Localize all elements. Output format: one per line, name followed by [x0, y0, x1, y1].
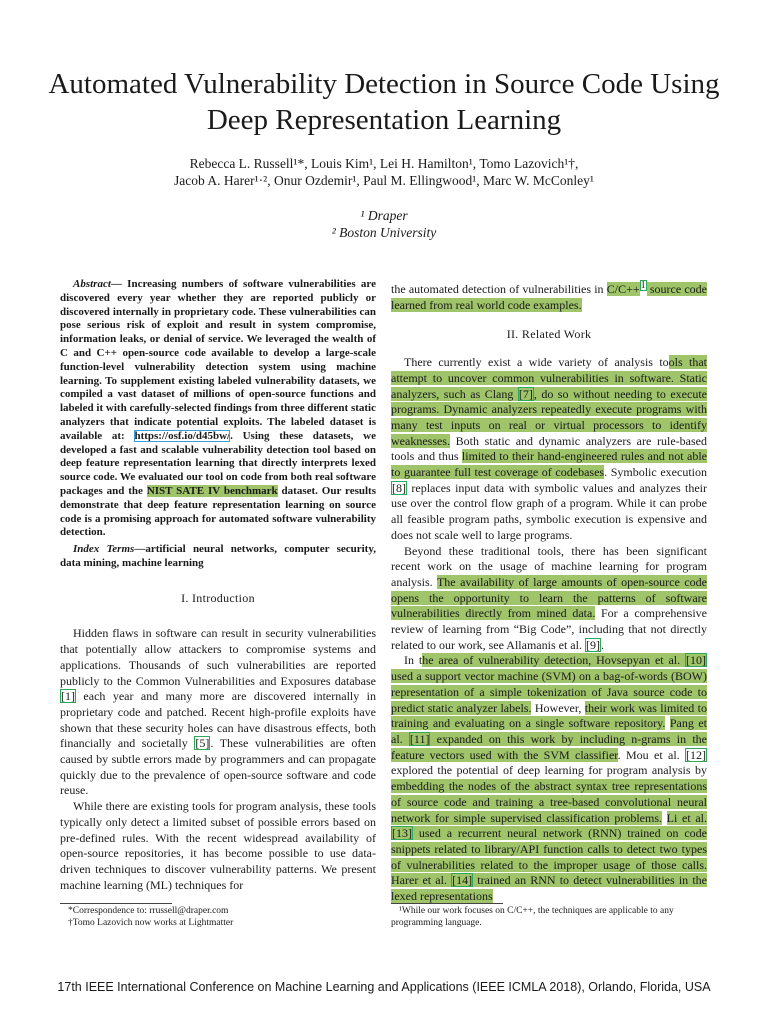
- citation-link[interactable]: [8]: [392, 480, 406, 495]
- intro-paragraph-2: While there are existing tools for program analysis, these tools typically only detect a limited subset of possible errors based on pre-defined rules. With the recent widespread availability of open-source repositories, it has become possible to use data-driven techniques to discover vulnerability patterns. We present machine learning (ML) techniques for: [60, 799, 376, 892]
- affiliations: [60, 207, 708, 241]
- affiliation-draper: ¹ Draper: [360, 208, 408, 223]
- section-heading-introduction: I. Introduction: [181, 590, 255, 605]
- citation-link[interactable]: [11]: [409, 731, 430, 746]
- citation-link[interactable]: [9]: [585, 637, 600, 652]
- citation-link[interactable]: [13]: [392, 826, 412, 841]
- footnote-language: ¹While our work focuses on C/C++, the techniques are applicable to any programming language.: [391, 906, 674, 928]
- author-list: [60, 155, 708, 189]
- section-heading-related-work: II. Related Work: [506, 327, 592, 342]
- citation-link[interactable]: [1]: [61, 689, 75, 704]
- left-column: [60, 278, 376, 893]
- footnote-lightmatter: †Tomo Lazovich now works at Lightmatter: [68, 918, 234, 928]
- conference-footer: 17th IEEE International Conference on Machine Learning and Applications (IEEE ICMLA 2018), Orlando, Florida, USA: [57, 980, 711, 994]
- citation-link[interactable]: [7]: [518, 386, 533, 401]
- citation-link[interactable]: [5]: [195, 736, 210, 751]
- paper-title: Automated Vulnerability Detection in Source Code Using Deep Representation Learning: [48, 68, 720, 136]
- footnotes-right: [391, 905, 707, 929]
- affiliation-bu: ² Boston University: [331, 225, 437, 240]
- citation-link[interactable]: [10]: [686, 653, 706, 668]
- abstract: Abstract— Increasing numbers of software vulnerabilities are discovered every year whether they are reported publicly or discovered internally in proprietary code. These vulnerabilities can pose serious risk of exploit and result in system compromise, information leaks, or denial of service. We leveraged the wealth of C and C++ open-source code available to develop a large-scale function-level vulnerability detection system using machine learning. To supplement existing labeled vulnerability datasets, we compiled a vast dataset of millions of open-source functions and labeled it with carefully-selected findings from three different static analyzers that indicate potential exploits. The labeled dataset is available at: https://osf.io/d45bw/. Using these datasets, we developed a fast and scalable vulnerability detection tool based on deep feature representation learning that directly interprets lexed source code. We evaluated our tool on code from both real software packages and the NIST SATE IV benchmark dataset. Our results demonstrate that deep feature representation learning on source code is a promising approach for automated software vulnerability detection.: [60, 278, 376, 539]
- authors-line-2: Jacob A. Harer¹·², Onur Ozdemir¹, Paul M. Ellingwood¹, Marc W. McConley¹: [174, 173, 594, 188]
- related-paragraph-2: Beyond these traditional tools, there has been significant recent work on the usage of machine learning for program analysis. The availability of large amounts of open-source code opens the opportunity to learn the patterns of software vulnerabilities directly from mined data. For a comprehensive review of learning from “Big Code”, including that not directly related to our work, see Allamanis et al. [9].: [391, 543, 707, 652]
- citation-link[interactable]: [14]: [452, 873, 473, 888]
- footnote-rule: [391, 903, 503, 904]
- right-column: [391, 278, 707, 905]
- intro-paragraph-1: Hidden flaws in software can result in security vulnerabilities that potentially allow attackers to compromise systems and applications. Thousands of such vulnerabilities are reported publicly to the Common Vulnerabilities and Exposures database [1] each year and many more are discovered internally in proprietary code and patched. Recent high-profile exploits have shown that these security holes can have disastrous effects, both financially and societally [5]. These vulnerabilities are often caused by subtle errors made by programmers and can propagate quickly due to the prevalence of open-source software and code reuse.: [60, 626, 377, 798]
- authors-line-1: Rebecca L. Russell¹*, Louis Kim¹, Lei H. Hamilton¹, Tomo Lazovich¹†,: [189, 156, 579, 171]
- footnote-link[interactable]: 1: [640, 280, 646, 291]
- intro-continuation: the automated detection of vulnerabilities in C/C++$^1$ source code learned from real world code examples.: [391, 280, 707, 312]
- footnotes-left: [60, 905, 376, 929]
- highlight: NIST SATE IV benchmark: [146, 484, 278, 497]
- index-terms: Index Terms—artificial neural networks, computer security, data mining, machine learning: [60, 543, 376, 569]
- related-paragraph-1: There currently exist a wide variety of analysis tools that attempt to uncover common vulnerabilities in software. Static analyzers, such as Clang [7], do so without needing to execute programs. Dynamic analyzers repeatedly execute programs with many test inputs on real or virtual processors to identify weaknesses. Both static and dynamic analyzers are rule-based tools and thus limited to their hand-engineered rules and not able to guarantee full test coverage of codebases. Symbolic execution [8] replaces input data with symbolic values and analyzes their use over the control flow graph of a program. While it can probe all feasible program paths, symbolic execution is expensive and does not scale well to large programs.: [391, 355, 708, 542]
- citation-link[interactable]: [12]: [686, 747, 707, 762]
- dataset-link[interactable]: https://osf.io/d45bw/: [134, 429, 231, 442]
- related-paragraph-3: In the area of vulnerability detection, Hovsepyan et al. [10] used a support vector machine (SVM) on a bag-of-words (BOW) representation of a simple tokenization of Java source code to predict static analyzer labels. However, their work was limited to training and evaluating on a single software repository. Pang et al. [11] expanded on this work by including n-grams in the feature vectors used with the SVM classifier. Mou et al. [12] explored the potential of deep learning for program analysis by embedding the nodes of the abstract syntax tree representations of source code and training a tree-based convolutional neural network for simple supervised classification problems. Li et al. [13] used a recurrent neural network (RNN) trained on code snippets related to library/API function calls to detect two types of vulnerabilities related to the improper usage of those calls. Harer et al. [14] trained an RNN to detect vulnerabilities in the lexed representations: [391, 653, 708, 904]
- footnote-correspondence: *Correspondence to: rrussell@draper.com: [68, 906, 229, 916]
- footnote-rule: [60, 903, 172, 904]
